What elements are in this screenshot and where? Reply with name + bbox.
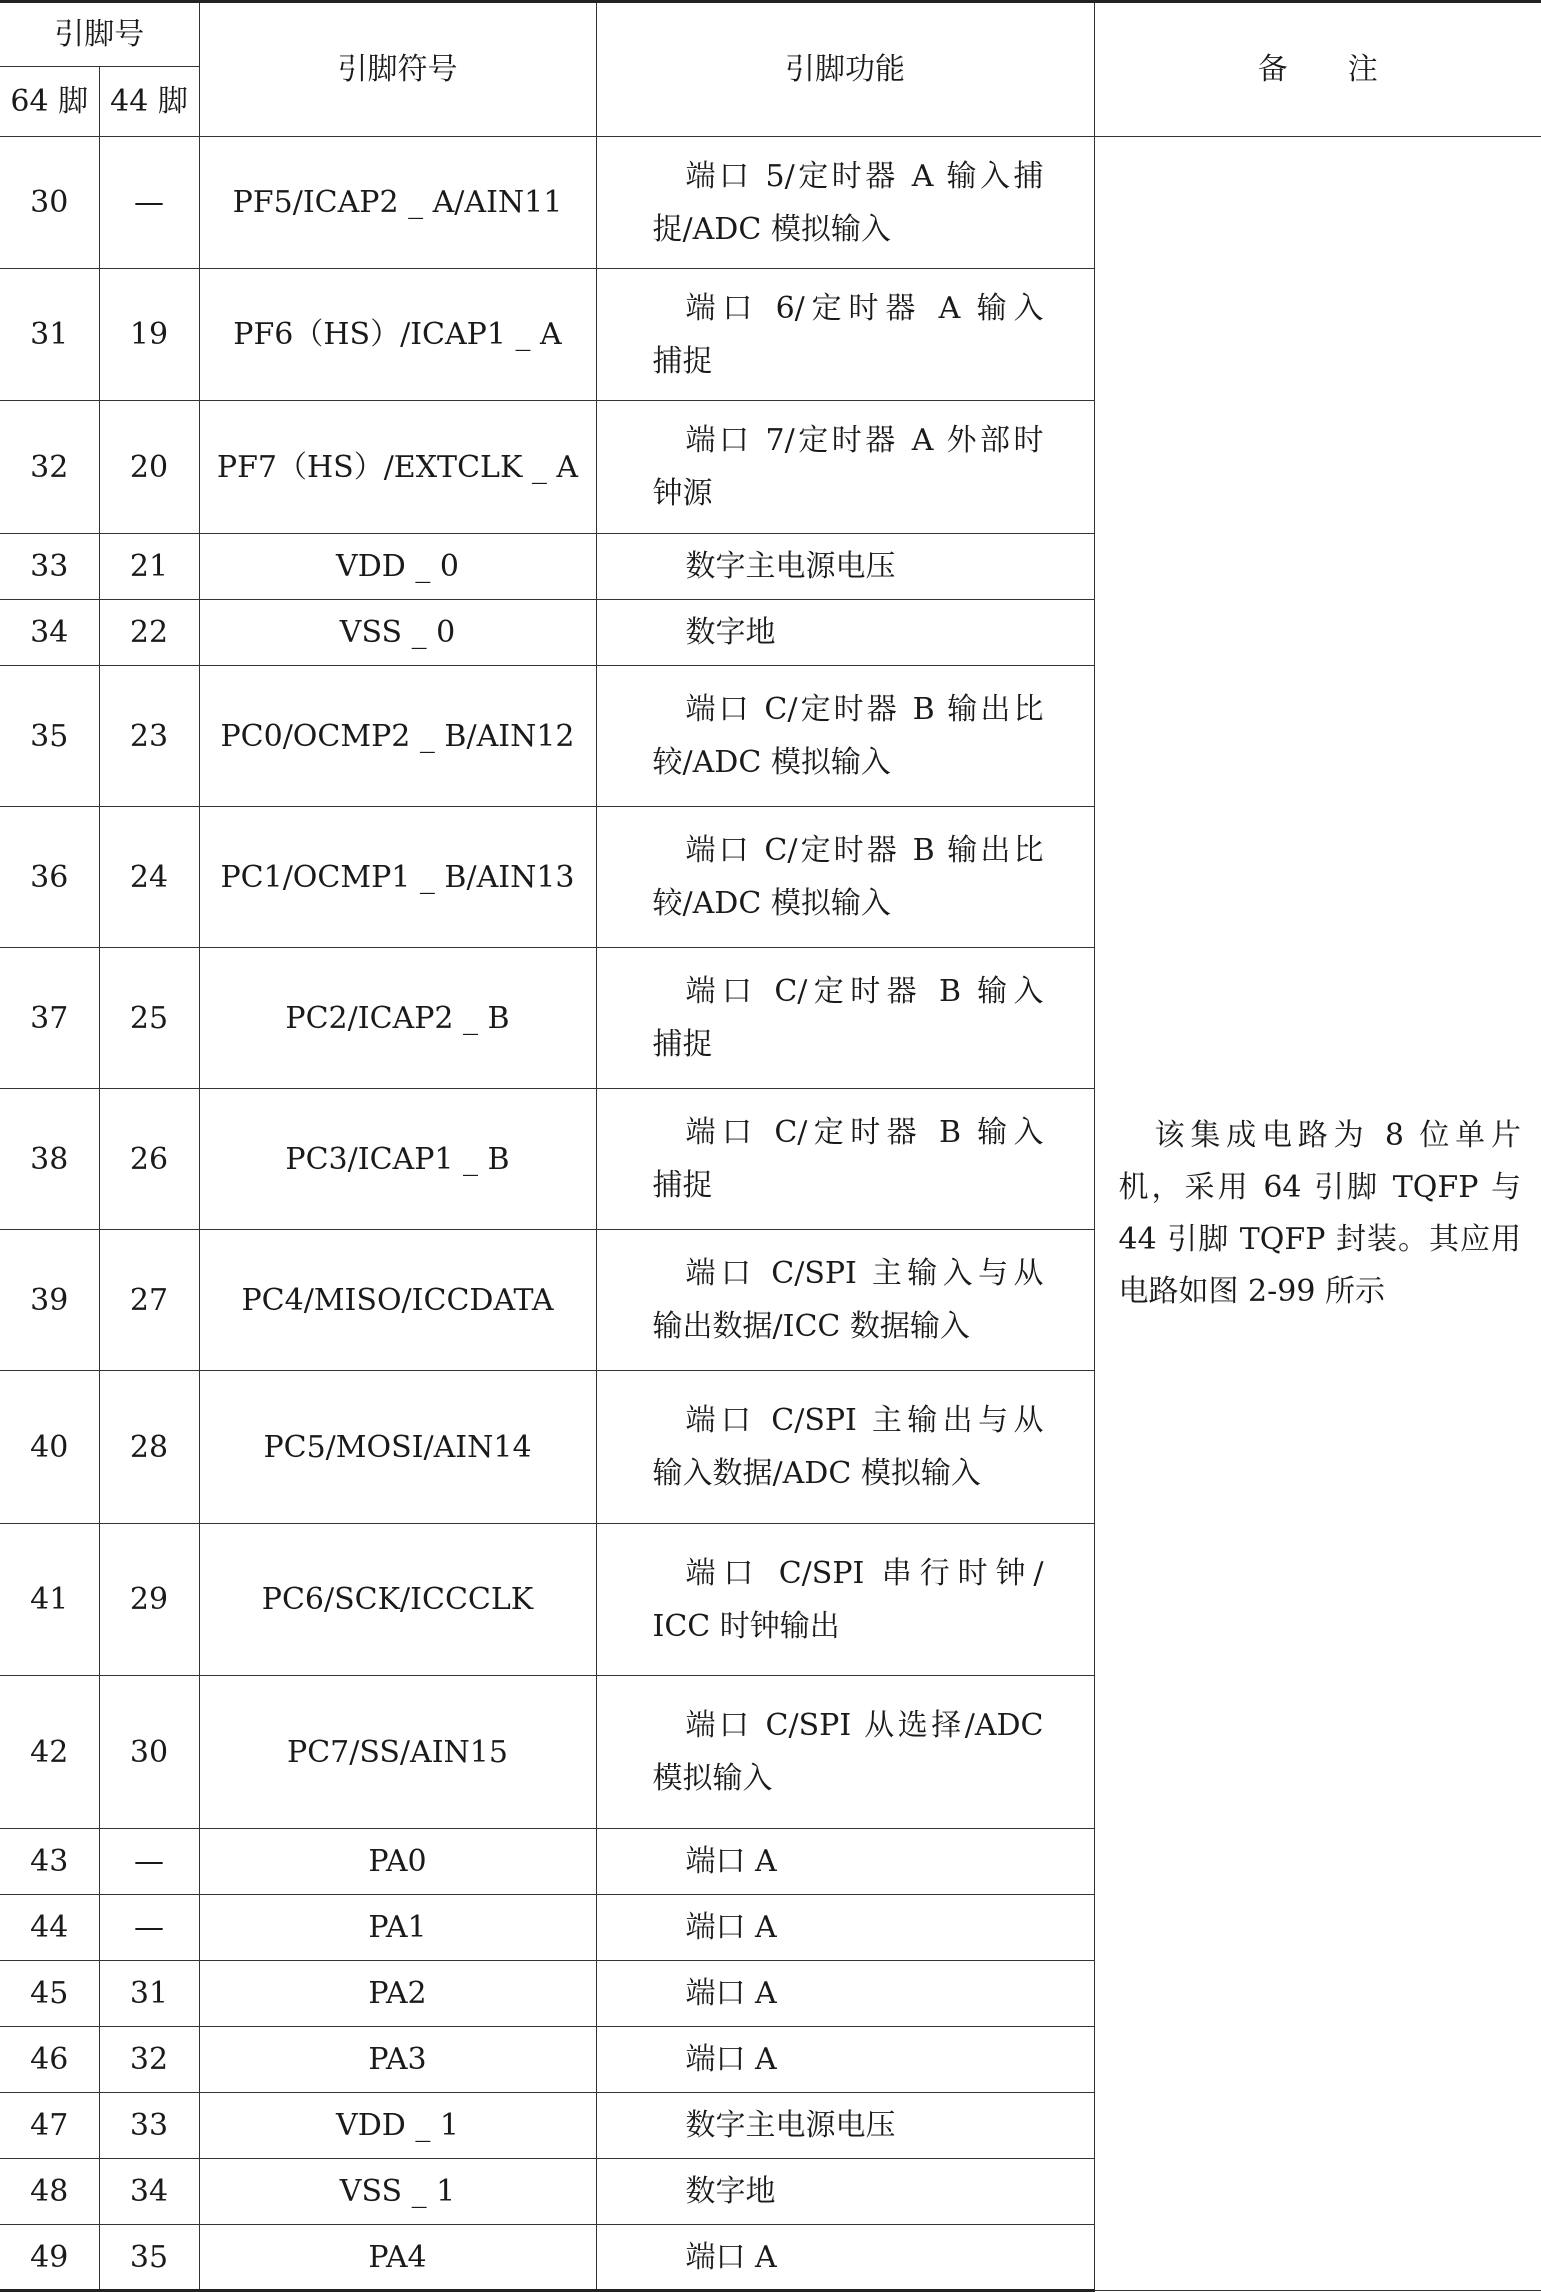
pin-44-cell: — [99, 1895, 199, 1961]
pin-function-line-2: 输出数据/ICC 数据输入 [652, 1309, 970, 1344]
pin-function-line-1: 端口 C/定时器 B 输入 [685, 1115, 1044, 1150]
pin-44-cell: 25 [99, 948, 199, 1089]
pin-function-line-1: 端口 A [685, 1910, 777, 1945]
pin-function-cell [596, 600, 1094, 666]
pin-64-cell: 39 [0, 1230, 99, 1371]
table-body [0, 2, 1541, 2291]
pin-function-cell [596, 2093, 1094, 2159]
header-pin-number-group: 引脚号 [0, 2, 199, 67]
pin-44-cell: 19 [99, 269, 199, 401]
pin-44-cell: 23 [99, 666, 199, 807]
pin-64-cell: 41 [0, 1524, 99, 1676]
pin-44-cell: 33 [99, 2093, 199, 2159]
pin-function-line-1: 数字地 [685, 2174, 776, 2209]
pin-symbol-cell: PC7/SS/AIN15 [199, 1676, 596, 1829]
pin-function-cell [596, 1961, 1094, 2027]
pin-function-cell [596, 1895, 1094, 1961]
pin-symbol-cell: PA0 [199, 1829, 596, 1895]
pin-44-cell: 22 [99, 600, 199, 666]
pin-function-line-1: 端口 5/定时器 A 输入捕 [685, 158, 1044, 194]
pin-function-line-1: 端口 7/定时器 A 外部时 [685, 423, 1044, 458]
pin-function-cell [596, 137, 1094, 269]
pin-function-line-2: 捕捉 [652, 1168, 713, 1203]
pin-44-cell: 26 [99, 1089, 199, 1230]
pin-function-line-2: ICC 时钟输出 [652, 1608, 840, 1644]
pin-function-line-1: 数字主电源电压 [685, 549, 896, 584]
pin-64-cell: 38 [0, 1089, 99, 1230]
pin-64-cell: 46 [0, 2027, 99, 2093]
pin-function-line-1: 端口 C/SPI 主输出与从 [685, 1403, 1044, 1438]
pin-function-line-1: 端口 C/SPI 串行时钟/ [685, 1555, 1044, 1591]
header-pin-function: 引脚功能 [596, 2, 1094, 137]
header-pin-64: 64 脚 [0, 67, 99, 137]
pin-function-cell [596, 666, 1094, 807]
pin-symbol-cell: PC1/OCMP1 _ B/AIN13 [199, 807, 596, 948]
pin-64-cell: 33 [0, 534, 99, 600]
pin-symbol-cell: PA3 [199, 2027, 596, 2093]
header-pin-symbol: 引脚符号 [199, 2, 596, 137]
pin-function-cell [596, 948, 1094, 1089]
pin-44-cell: 24 [99, 807, 199, 948]
pin-function-line-2: 钟源 [652, 476, 713, 511]
pin-function-cell [596, 2027, 1094, 2093]
pin-symbol-cell: PF5/ICAP2 _ A/AIN11 [199, 137, 596, 269]
pin-symbol-cell: PC3/ICAP1 _ B [199, 1089, 596, 1230]
pin-64-cell: 45 [0, 1961, 99, 2027]
pin-function-line-1: 端口 C/SPI 从选择/ADC [685, 1708, 1044, 1743]
pin-function-cell [596, 1089, 1094, 1230]
pin-function-line-1: 端口 6/定时器 A 输入 [685, 290, 1044, 326]
pin-function-cell [596, 269, 1094, 401]
pin-function-cell [596, 1829, 1094, 1895]
pin-symbol-cell: PA1 [199, 1895, 596, 1961]
pin-function-line-1: 端口 C/定时器 B 输出比 [685, 833, 1044, 868]
pin-function-line-2: 捕捉 [652, 343, 713, 379]
header-row-1 [0, 2, 1541, 67]
pin-44-cell: 32 [99, 2027, 199, 2093]
pin-symbol-cell: PC0/OCMP2 _ B/AIN12 [199, 666, 596, 807]
remarks-text: 该集成电路为 8 位单片机，采用 64 引脚 TQFP 与 44 引脚 TQFP 封装。其应用电路如图 2-99 所示 [1118, 1117, 1521, 1309]
pin-44-cell: 30 [99, 1676, 199, 1829]
pin-44-cell: 34 [99, 2159, 199, 2225]
pin-function-cell [596, 807, 1094, 948]
pin-function-line-2: 捉/ADC 模拟输入 [652, 211, 891, 247]
pin-64-cell: 48 [0, 2159, 99, 2225]
pin-symbol-cell: PC4/MISO/ICCDATA [199, 1230, 596, 1371]
pin-function-cell [596, 401, 1094, 534]
pin-64-cell: 47 [0, 2093, 99, 2159]
pin-symbol-cell: PC5/MOSI/AIN14 [199, 1371, 596, 1524]
pin-44-cell: — [99, 137, 199, 269]
pin-44-cell: 27 [99, 1230, 199, 1371]
pin-64-cell: 32 [0, 401, 99, 534]
header-pin-44: 44 脚 [99, 67, 199, 137]
pin-function-line-1: 数字地 [685, 615, 776, 650]
pin-64-cell: 42 [0, 1676, 99, 1829]
pin-64-cell: 35 [0, 666, 99, 807]
pin-44-cell: — [99, 1829, 199, 1895]
pin-64-cell: 49 [0, 2225, 99, 2291]
pin-symbol-cell: PA4 [199, 2225, 596, 2291]
pin-function-line-2: 较/ADC 模拟输入 [652, 886, 891, 921]
pin-64-cell: 34 [0, 600, 99, 666]
pin-44-cell: 35 [99, 2225, 199, 2291]
pin-64-cell: 36 [0, 807, 99, 948]
pin-symbol-cell: PF7（HS）/EXTCLK _ A [199, 401, 596, 534]
pin-function-line-1: 端口 A [685, 2042, 777, 2077]
pin-symbol-cell: PC6/SCK/ICCCLK [199, 1524, 596, 1676]
remarks-cell [1094, 137, 1541, 2291]
pin-64-cell: 37 [0, 948, 99, 1089]
pin-function-cell [596, 1371, 1094, 1524]
pin-function-line-1: 端口 A [685, 1844, 777, 1879]
pin-function-cell [596, 1524, 1094, 1676]
pin-function-line-1: 端口 C/SPI 主输入与从 [685, 1256, 1044, 1291]
pin-function-line-1: 端口 C/定时器 B 输入 [685, 974, 1044, 1009]
pin-function-cell [596, 1676, 1094, 1829]
pin-64-cell: 40 [0, 1371, 99, 1524]
pin-symbol-cell: PA2 [199, 1961, 596, 2027]
pin-symbol-cell: VDD _ 1 [199, 2093, 596, 2159]
pin-function-line-1: 端口 C/定时器 B 输出比 [685, 692, 1044, 727]
pin-44-cell: 21 [99, 534, 199, 600]
pin-function-cell [596, 2225, 1094, 2291]
pin-64-cell: 44 [0, 1895, 99, 1961]
pin-symbol-cell: VSS _ 1 [199, 2159, 596, 2225]
pin-function-line-2: 模拟输入 [652, 1761, 773, 1796]
pin-44-cell: 20 [99, 401, 199, 534]
pin-symbol-cell: VSS _ 0 [199, 600, 596, 666]
pin-function-line-1: 端口 A [685, 1976, 777, 2011]
pin-44-cell: 28 [99, 1371, 199, 1524]
pin-64-cell: 31 [0, 269, 99, 401]
pin-function-line-2: 捕捉 [652, 1027, 713, 1062]
pin-function-cell [596, 534, 1094, 600]
pin-function-line-1: 端口 A [685, 2239, 777, 2275]
pin-function-cell [596, 2159, 1094, 2225]
table-row [0, 137, 1541, 269]
pin-44-cell: 29 [99, 1524, 199, 1676]
pin-symbol-cell: PF6（HS）/ICAP1 _ A [199, 269, 596, 401]
pin-symbol-cell: VDD _ 0 [199, 534, 596, 600]
pin-function-line-2: 较/ADC 模拟输入 [652, 745, 891, 780]
header-remarks: 备 注 [1094, 2, 1541, 137]
pin-function-line-2: 输入数据/ADC 模拟输入 [652, 1456, 981, 1491]
pin-function-cell [596, 1230, 1094, 1371]
pin-64-cell: 30 [0, 137, 99, 269]
pin-64-cell: 43 [0, 1829, 99, 1895]
pin-function-line-1: 数字主电源电压 [685, 2108, 896, 2143]
pin-symbol-cell: PC2/ICAP2 _ B [199, 948, 596, 1089]
pin-44-cell: 31 [99, 1961, 199, 2027]
